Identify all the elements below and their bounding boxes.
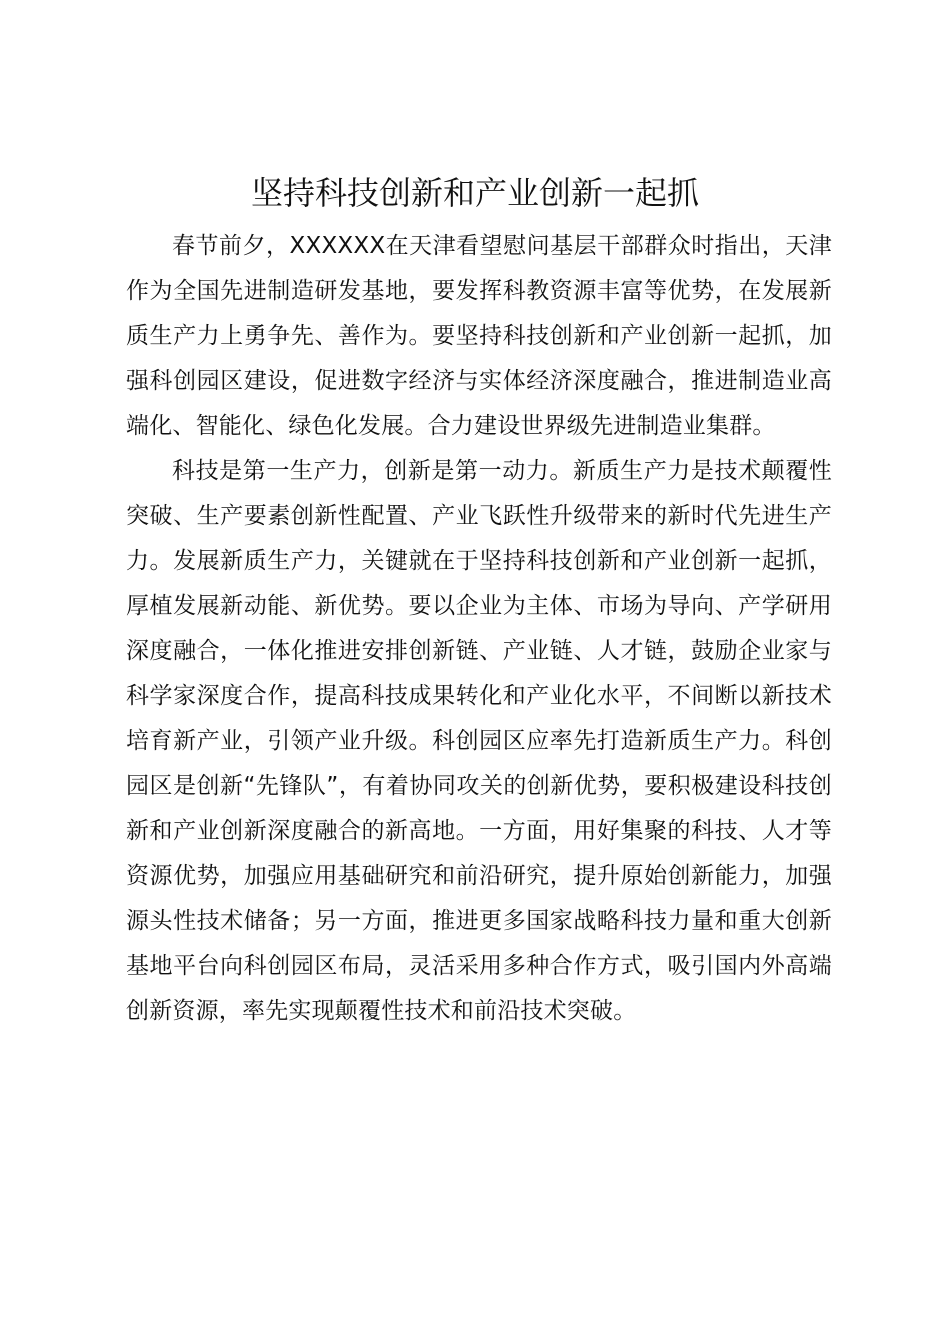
paragraph-1: 春节前夕，XXXXXX在天津看望慰问基层干部群众时指出，天津作为全国先进制造研发基地，要发挥科教资源丰富等优势，在发展新质生产力上勇争先、善作为。要坚持科技创新和产业创新一起抓，加强科创园区建设，促进数字经济与实体经济深度融合，推进制造业高端化、智能化、绿色化发展。合力建设世界级先进制造业集群。 (126, 233, 832, 439)
paragraph-2: 科技是第一生产力，创新是第一动力。新质生产力是技术颠覆性突破、生产要素创新性配置、产业飞跃性升级带来的新时代先进生产力。发展新质生产力，关键就在于坚持科技创新和产业创新一起抓，厚植发展新动能、新优势。要以企业为主体、市场为导向、产学研用深度融合，一体化推进安排创新链、产业链、人才链，鼓励企业家与科学家深度合作，提高科技成果转化和产业化水平，不间断以新技术培育新产业，引领产业升级。科创园区应率先打造新质生产力。科创园区是创新“先锋队”，有着协同攻关的创新优势，要积极建设科技创新和产业创新深度融合的新高地。一方面，用好集聚的科技、人才等资源优势，加强应用基础研究和前沿研究，提升原始创新能力，加强源头性技术储备；另一方面，推进更多国家战略科技力量和重大创新基地平台向科创园区布局，灵活采用多种合作方式，吸引国内外高端创新资源，率先实现颠覆性技术和前沿技术突破。 (126, 458, 832, 1024)
document-title: 坚持科技创新和产业创新一起抓 (250, 174, 699, 212)
document-body (126, 224, 832, 1034)
